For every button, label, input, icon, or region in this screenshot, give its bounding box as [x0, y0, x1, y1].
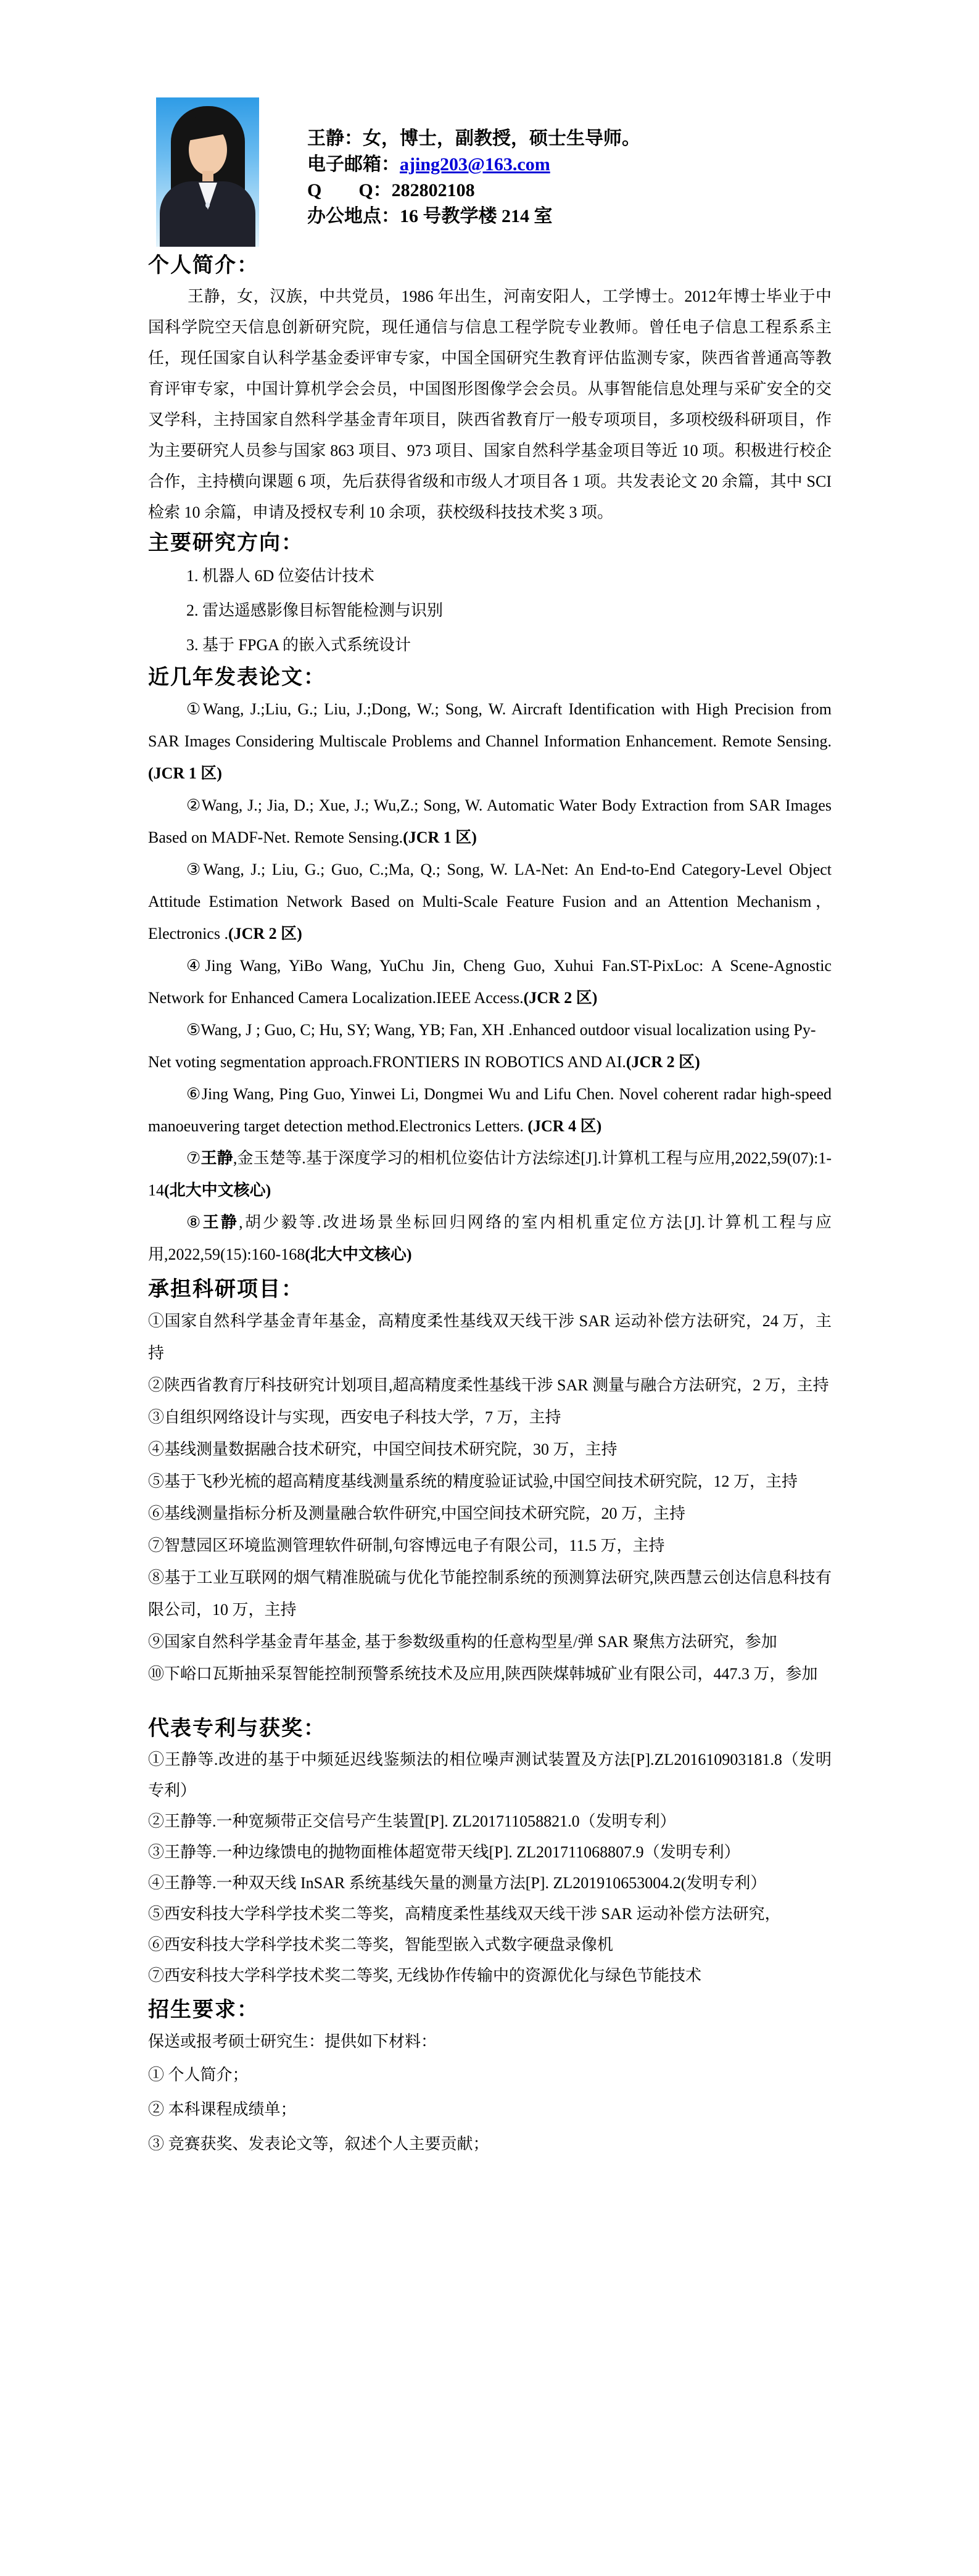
- research-direction-item: 1. 机器人 6D 位姿估计技术: [186, 567, 374, 585]
- paper-jcr-tag: (北大中文核心): [164, 1181, 271, 1199]
- admission-requirement-item: ③ 竞赛获奖、发表论文等，叙述个人主要贡献；: [148, 2135, 489, 2153]
- section-heading-intro: 个人简介：: [148, 254, 259, 277]
- paper-number: ⑤: [186, 1021, 201, 1039]
- paper-jcr-tag: (北大中文核心): [305, 1245, 412, 1263]
- email-line: [307, 152, 640, 178]
- office-value: 16 号教学楼 214 室: [400, 206, 553, 226]
- patent-award-item: ①王静等.改进的基于中频延迟线鉴频法的相位噪声测试装置及方法[P].ZL201610903181.8（发明专利）: [148, 1751, 832, 1799]
- intro-paragraph: 王静，女，汉族，中共党员，1986 年出生，河南安阳人，工学博士。2012年博士毕业于中国科学院空天信息创新研究院，现任通信与信息工程学院专业教师。曾任电子信息工程系系主任，现任国家自认科学基金委评审专家，中国全国研究生教育评估监测专家，陕西省普通高等教育评审专家，中国计算机学会会员，中国图形图像学会会员。从事智能信息处理与采矿安全的交叉学科，主持国家自然科学基金青年项目，陕西省教育厅一般专项项目，多项校级科研项目，作为主要研究人员参与国家 863 项目、973 项目、国家自然科学基金项目等近 10 项。积极进行校企合作，主持横向课题 6 项，先后获得省级和市级人才项目各 1 项。共发表论文 20 余篇，其中 SCI 检索 10 余篇，申请及授权专利 10 余项，获校级科技技术奖 3 项。: [148, 287, 832, 521]
- project-item: ⑦智慧园区环境监测管理软件研制,句容博远电子有限公司，11.5 万，主持: [148, 1537, 665, 1554]
- paper-item: [148, 1078, 832, 1142]
- admission-requirement-item: ② 本科课程成绩单；: [148, 2100, 297, 2118]
- patent-award-item: ⑦西安科技大学科学技术奖二等奖, 无线协作传输中的资源优化与绿色节能技术: [148, 1967, 702, 1984]
- project-item: ⑧基于工业互联网的烟气精准脱硫与优化节能控制系统的预测算法研究,陕西慧云创达信息科技有限公司，10 万，主持: [148, 1569, 832, 1619]
- paper-number: ④: [186, 957, 205, 975]
- paper-number: ③: [186, 861, 204, 878]
- admission-intro: 保送或报考硕士研究生：提供如下材料：: [148, 2033, 437, 2050]
- contact-info: [259, 97, 640, 247]
- paper-jcr-tag: (JCR 2 区): [228, 925, 302, 943]
- patent-award-item: ④王静等.一种双天线 InSAR 系统基线矢量的测量方法[P]. ZL201910653004.2(发明专利）: [148, 1874, 767, 1892]
- photo-necklace: [205, 202, 210, 208]
- paper-item: [148, 790, 832, 854]
- qq-line: [307, 178, 640, 204]
- paper-jcr-tag: (JCR 4 区): [527, 1117, 602, 1135]
- paper-number: ②: [186, 796, 202, 814]
- paper-item: [148, 693, 832, 790]
- paper-jcr-tag: (JCR 2 区): [626, 1053, 700, 1071]
- paper-item: [148, 950, 832, 1014]
- project-item: ③自组织网络设计与实现，西安电子科技大学，7 万，主持: [148, 1408, 561, 1426]
- office-line: [307, 204, 640, 229]
- paper-jcr-tag: (JCR 1 区): [403, 828, 477, 846]
- papers-list: [148, 693, 832, 1271]
- paper-item: [148, 1142, 832, 1207]
- paper-item: [148, 1207, 832, 1271]
- admission-requirements-list: [148, 2058, 832, 2161]
- paper-author-bold: 王静: [200, 1149, 233, 1167]
- paper-text: ,金玉楚等.基于深度学习的相机位姿估计方法综述[J].计算机工程与应用,2022,59(07):1-14: [148, 1149, 832, 1199]
- section-heading-projects: 承担科研项目：: [148, 1278, 304, 1301]
- research-direction-item: 3. 基于 FPGA 的嵌入式系统设计: [186, 636, 411, 654]
- profile-header: [156, 97, 832, 247]
- paper-text: Wang, J.; Liu, G.; Guo, C.;Ma, Q.; Song, W. LA-Net: An End-to-End Category-Level Object Attitude Estimation Network Based on Multi-Scale Feature Fusion and an Attention Mechanism，Electronics .: [148, 861, 832, 943]
- section-heading-research: 主要研究方向：: [148, 532, 304, 555]
- email-label: 电子邮箱：: [307, 154, 400, 175]
- project-item: ⑤基于飞秒光梳的超高精度基线测量系统的精度验证试验,中国空间技术研究院，12 万，主持: [148, 1472, 798, 1490]
- section-heading-patents: 代表专利与获奖：: [148, 1717, 326, 1740]
- paper-text: Wang, J ; Guo, C; Hu, SY; Wang, YB; Fan, XH .Enhanced outdoor visual localization using Py-Net voting segmentation approach.FRONTIERS IN ROBOTICS AND AI.: [148, 1021, 816, 1071]
- project-item: ②陕西省教育厅科技研究计划项目,超高精度柔性基线干涉 SAR 测量与融合方法研究，2 万，主持: [148, 1376, 829, 1394]
- patent-award-item: ⑤西安科技大学科学技术奖二等奖，高精度柔性基线双天线干涉 SAR 运动补偿方法研究，: [148, 1905, 781, 1923]
- paper-text: ,胡少毅等.改进场景坐标回归网络的室内相机重定位方法[J].计算机工程与应用,2022,59(15):160-168: [148, 1213, 832, 1263]
- paper-text: Wang, J.; Jia, D.; Xue, J.; Wu,Z.; Song, W. Automatic Water Body Extraction from SAR Images Based on MADF-Net. Remote Sensing.: [148, 796, 832, 846]
- paper-item: [148, 854, 832, 950]
- admission-requirement-item: ① 个人简介；: [148, 2066, 249, 2084]
- research-directions-list: [148, 559, 832, 663]
- paper-item: [148, 1014, 832, 1078]
- document-content: [148, 97, 832, 2161]
- patent-award-item: ②王静等.一种宽频带正交信号产生装置[P]. ZL201711058821.0（发明专利）: [148, 1812, 676, 1830]
- paper-jcr-tag: (JCR 1 区): [148, 764, 222, 782]
- project-item: ④基线测量数据融合技术研究，中国空间技术研究院，30 万，主持: [148, 1440, 618, 1458]
- paper-number: ⑦: [186, 1149, 201, 1167]
- project-item: ⑨国家自然科学基金青年基金, 基于参数级重构的任意构型星/弹 SAR 聚焦方法研究，参加: [148, 1633, 777, 1651]
- paper-text: Jing Wang, YiBo Wang, YuChu Jin, Cheng Guo, Xuhui Fan.ST-PixLoc: A Scene-Agnostic Network for Enhanced Camera Localization.IEEE Access.: [148, 957, 832, 1007]
- email-link[interactable]: ajing203@163.com: [400, 154, 550, 175]
- project-item: ⑩下峪口瓦斯抽采泵智能控制预警系统技术及应用,陕西陕煤韩城矿业有限公司，447.3 万，参加: [148, 1665, 818, 1683]
- patents-awards-list: [148, 1744, 832, 1991]
- paper-author-bold: 王静: [202, 1213, 239, 1231]
- paper-number: ①: [186, 700, 204, 718]
- project-item: ①国家自然科学基金青年基金，高精度柔性基线双天线干涉 SAR 运动补偿方法研究，24 万，主持: [148, 1312, 832, 1362]
- patent-award-item: ⑥西安科技大学科学技术奖二等奖，智能型嵌入式数字硬盘录像机: [148, 1936, 614, 1954]
- profile-photo: [156, 97, 259, 247]
- project-item: ⑥基线测量指标分析及测量融合软件研究,中国空间技术研究院，20 万，主持: [148, 1505, 686, 1522]
- section-heading-admission: 招生要求：: [148, 1999, 259, 2021]
- paper-number: ⑧: [186, 1213, 203, 1231]
- qq-number: 282802108: [391, 180, 475, 200]
- paper-text: Wang, J.;Liu, G.; Liu, J.;Dong, W.; Song, W. Aircraft Identification with High Precision from SAR Images Considering Multiscale Problems and Channel Information Enhancement. Remote Sensing.: [148, 700, 832, 750]
- paper-jcr-tag: (JCR 2 区): [523, 989, 598, 1007]
- qq-label: Q Q：: [307, 180, 392, 200]
- paper-text: Jing Wang, Ping Guo, Yinwei Li, Dongmei Wu and Lifu Chen. Novel coherent radar high-speed manoeuvering target detection method.Electronics Letters.: [148, 1085, 832, 1135]
- name-title-line: 王静：女，博士，副教授，硕士生导师。: [307, 128, 640, 149]
- office-label: 办公地点：: [307, 206, 400, 226]
- patent-award-item: ③王静等.一种边缘馈电的抛物面椎体超宽带天线[P]. ZL201711068807.9（发明专利）: [148, 1843, 740, 1861]
- section-heading-papers: 近几年发表论文：: [148, 666, 326, 689]
- research-direction-item: 2. 雷达遥感影像目标智能检测与识别: [186, 601, 444, 619]
- projects-list: [148, 1305, 832, 1690]
- paper-number: ⑥: [186, 1085, 202, 1103]
